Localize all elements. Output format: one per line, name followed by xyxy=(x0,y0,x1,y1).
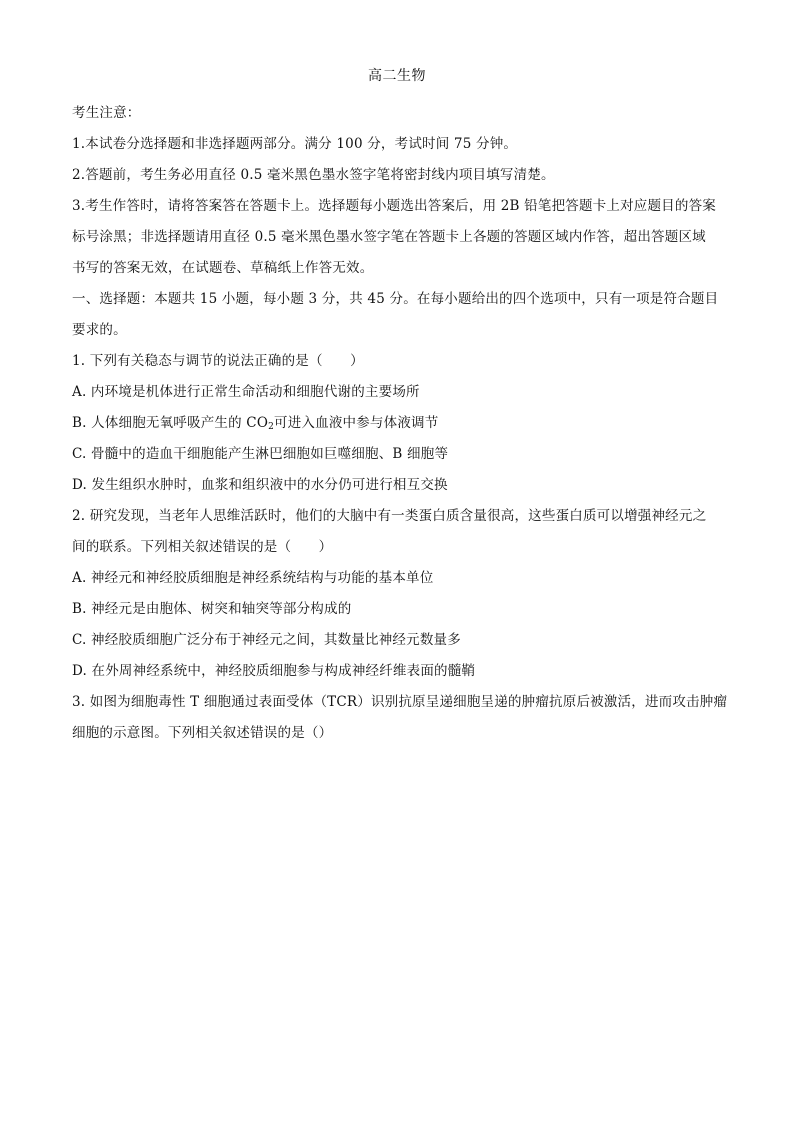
question-1-option-b xyxy=(72,408,724,439)
question-1-option-b-text-end: 可进入血液中参与体液调节 xyxy=(274,415,439,431)
question-2-option-a: A. 神经元和神经胶质细胞是神经系统结构与功能的基本单位 xyxy=(72,570,434,586)
question-2-option-d: D. 在外周神经系统中，神经胶质细胞参与构成神经纤维表面的髓鞘 xyxy=(72,663,476,679)
question-3-stem-cont: 细胞的示意图。下列相关叙述错误的是（） xyxy=(72,725,333,741)
question-1-option-b-text: B. 人体细胞无氧呼吸产生的 CO xyxy=(72,415,269,431)
section-heading-cont: 要求的。 xyxy=(72,322,127,338)
notice-item-2: 2.答题前，考生务必用直径 0.5 毫米黑色墨水签字笔将密封线内项目填写清楚。 xyxy=(72,167,555,183)
question-2-stem: 2. 研究发现，当老年人思维活跃时，他们的大脑中有一类蛋白质含量很高，这些蛋白质可以增强神经元之 xyxy=(72,508,707,524)
question-1-option-d: D. 发生组织水肿时，血浆和组织液中的水分仍可进行相互交换 xyxy=(72,477,448,493)
notice-item-1: 1.本试卷分选择题和非选择题两部分。满分 100 分，考试时间 75 分钟。 xyxy=(72,136,518,152)
question-1-option-c: C. 骨髓中的造血干细胞能产生淋巴细胞如巨噬细胞、B 细胞等 xyxy=(72,446,449,462)
exam-content xyxy=(72,98,728,749)
question-3-stem: 3. 如图为细胞毒性 T 细胞通过表面受体（TCR）识别抗原呈递细胞呈递的肿瘤抗原后被激活，进而攻击肿瘤 xyxy=(72,694,728,710)
question-2-option-c: C. 神经胶质细胞广泛分布于神经元之间，其数量比神经元数量多 xyxy=(72,632,461,648)
co2-subscript: 2 xyxy=(268,422,275,432)
question-1-option-a: A. 内环境是机体进行正常生命活动和细胞代谢的主要场所 xyxy=(72,384,420,400)
notice-item-3-cont-1: 标号涂黑；非选择题请用直径 0.5 毫米黑色墨水签字笔在答题卡上各题的答题区域内作答，超出答题区域 xyxy=(72,229,706,245)
question-2-stem-cont: 间的联系。下列相关叙述错误的是（ ） xyxy=(72,539,333,555)
page-title: 高二生物 xyxy=(368,68,426,84)
notice-item-3-cont-2: 书写的答案无效，在试题卷、草稿纸上作答无效。 xyxy=(72,260,374,276)
question-1-stem: 1. 下列有关稳态与调节的说法正确的是（ ） xyxy=(72,353,364,369)
notice-item-3: 3.考生作答时，请将答案答在答题卡上。选择题每小题选出答案后，用 2B 铅笔把答题卡上对应题目的答案 xyxy=(72,198,716,214)
section-heading: 一、选择题：本题共 15 小题，每小题 3 分，共 45 分。在每小题给出的四个选项中，只有一项是符合题目 xyxy=(72,291,719,307)
notice-heading: 考生注意： xyxy=(72,105,141,121)
question-2-option-b: B. 神经元是由胞体、树突和轴突等部分构成的 xyxy=(72,601,352,617)
